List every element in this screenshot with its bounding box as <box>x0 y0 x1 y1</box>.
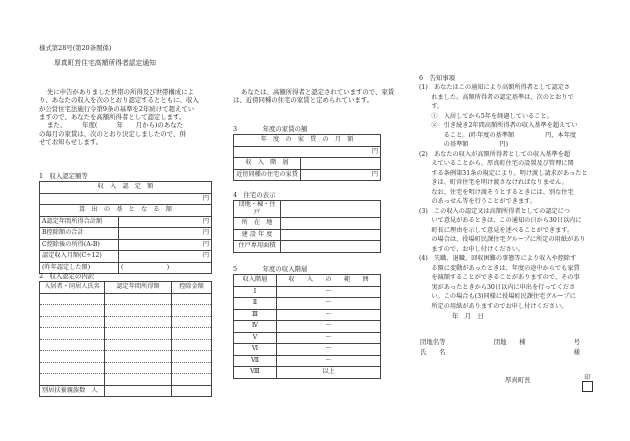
level-cell: Ⅷ <box>234 367 277 379</box>
house-row-value <box>281 201 381 218</box>
intro-line: が公営住宅法施行令第9条の基準を2年続けて超えてい <box>39 104 195 113</box>
row-label: C控除後の所得(A-B) <box>40 239 119 251</box>
table-cell <box>172 351 212 363</box>
addr-end: 様 <box>573 348 580 357</box>
notice-line: す。 <box>419 103 444 110</box>
table-row <box>40 305 212 317</box>
seal-stamp <box>582 381 593 392</box>
table-cell <box>105 385 172 397</box>
range-cell: ～ <box>277 344 381 356</box>
house-row-value <box>281 241 381 253</box>
table-row <box>40 385 212 397</box>
notice-line: いて意見があるときは、この通知の日から30日以内に <box>419 217 582 224</box>
range-cell: ～ <box>277 321 381 333</box>
table-cell <box>40 374 105 386</box>
notice-line: ますので、お申し付けください。 <box>419 245 525 253</box>
table-row <box>234 344 381 356</box>
table-row <box>234 355 381 367</box>
table-cell <box>172 328 212 340</box>
table-row <box>234 298 381 310</box>
range-cell: ～ <box>277 286 381 298</box>
level-cell: Ⅵ <box>234 344 277 356</box>
section1-heading: 1 収入認定額等 <box>39 172 88 180</box>
table-cell <box>40 316 105 328</box>
rent-row-unit: 円 <box>301 169 381 181</box>
table-cell <box>105 374 172 386</box>
table-row <box>40 316 212 328</box>
mid-line: あなたは、高額所得者と認定されていますので、家賃 <box>241 88 395 96</box>
breakdown-table <box>39 281 212 397</box>
level-cell: Ⅰ <box>234 286 277 298</box>
notice-line: ること。(昨年度の基準額 円、本年度 <box>419 131 577 139</box>
income-value: 円 <box>40 193 212 205</box>
row-unit: 円 <box>119 228 212 240</box>
notice-line: (2) あなたの収入が高額所得者としての収入基準を超 <box>419 150 571 158</box>
seal-label: 印 <box>584 373 591 381</box>
rent-row-value <box>301 158 381 170</box>
notice-line: きは、町営住宅を明け渡さなければなりません。 <box>419 179 568 186</box>
notice-line: 町長に理由を示して意見を述べることができます。 <box>419 226 574 234</box>
table-cell <box>40 362 105 374</box>
house-table <box>233 200 381 253</box>
addr-label: 団地名等 <box>420 338 446 346</box>
row-unit: ( ) <box>119 262 212 274</box>
document-title: 厚真町営住宅高額所得者認定通知 <box>54 59 156 67</box>
notice-date: 年 月 日 <box>452 312 484 320</box>
house-row-label: 所 在 地 <box>234 218 281 230</box>
section3-heading: 3 年度の家賃の額 <box>233 125 308 133</box>
income-header: 収 入 認 定 額 <box>40 182 212 194</box>
notice-line: なお、住宅を明け渡そうとするときには、別な住宅 <box>419 188 574 196</box>
mayor-name: 厚真町長 <box>505 376 531 384</box>
table-cell <box>105 339 172 351</box>
section5-heading: 5 年度の収入階層 <box>233 265 308 273</box>
notice-line: を減額することができることがありますので、その事 <box>419 274 580 281</box>
addressee <box>420 338 580 357</box>
range-cell: ～ <box>277 332 381 344</box>
table-cell <box>172 293 212 305</box>
table-row <box>234 286 381 298</box>
notice-line: ② 引き続き2年間高額所得者の収入基準を超えてい <box>419 122 578 129</box>
table-row <box>40 339 212 351</box>
range-cell: ～ <box>277 309 381 321</box>
col-header: 収入階層 <box>234 275 277 287</box>
house-row-value <box>281 218 381 230</box>
notice-line: (3) この収入の認定又は高額所得者としての認定につ <box>419 207 570 215</box>
dependents-count: 別居扶養親族数 人 <box>40 385 105 397</box>
table-cell <box>105 305 172 317</box>
table-cell <box>105 351 172 363</box>
table-row <box>40 351 212 363</box>
row-label: (昨年認定した額) <box>40 262 119 274</box>
intro-line: の毎月の家賃は、次のとおり決定しましたので、併 <box>39 129 186 138</box>
table-cell <box>172 385 212 397</box>
table-cell <box>172 339 212 351</box>
notice-line: の場合は、役場町民課住宅グループに所定の用紙があり <box>419 236 586 243</box>
notice-line: ① 入居してから5年を経過していること。 <box>419 112 553 120</box>
level-cell: Ⅳ <box>234 321 277 333</box>
level-cell: Ⅶ <box>234 355 277 367</box>
level-cell: Ⅲ <box>234 309 277 321</box>
notice-line: (4) 失職、退職、回収困難の事態等により収入や控除す <box>419 255 577 262</box>
table-cell <box>105 362 172 374</box>
table-cell <box>40 293 105 305</box>
table-row <box>234 309 381 321</box>
table-cell <box>172 362 212 374</box>
rent-row-label: 収 入 階 層 <box>234 158 301 170</box>
row-label: B控除額の合計 <box>40 228 119 240</box>
section2-heading: 2 収入認定の内訳 <box>39 272 95 280</box>
notice-line: い。この場合も(3)同様に役場町民課住宅グループに <box>419 293 576 300</box>
range-cell: ～ <box>277 298 381 310</box>
intro-text <box>39 88 199 146</box>
rent-value: 円 <box>234 146 381 158</box>
table-cell <box>172 374 212 386</box>
table-cell <box>40 305 105 317</box>
form-number: 様式第28号(第20条関係) <box>39 44 112 52</box>
house-row-label: 建 設 年 度 <box>234 229 281 241</box>
table-cell <box>172 305 212 317</box>
income-table <box>39 181 212 274</box>
rent-row-label: 近傍同種の住宅の家賃 <box>234 169 301 181</box>
notice-line: の基準額 円) <box>419 141 509 148</box>
table-cell <box>105 328 172 340</box>
table-row <box>40 293 212 305</box>
level-cell: Ⅴ <box>234 332 277 344</box>
rent-header: 年 度 の 家 賃 の 月 額 <box>234 135 381 147</box>
table-row <box>234 367 381 379</box>
notice-line: のあっせん等を行うことができます。 <box>419 198 537 205</box>
col-header: 認定年間所得額 <box>105 282 172 294</box>
house-row-label: 団地・棟・住戸 <box>234 201 281 218</box>
row-unit: 円 <box>119 251 212 263</box>
intro-line: せてお知らせします。 <box>39 137 103 146</box>
notice-line: (1) あなたはこの通知により高額所得者として認定さ <box>419 84 571 91</box>
table-row <box>234 332 381 344</box>
notice-line: 実があったときから30日以内に申出を行ってくださ <box>419 283 576 291</box>
house-row-label: 住戸専用面積 <box>234 241 281 253</box>
col-header: 入居者・同居人氏名 <box>40 282 105 294</box>
table-cell <box>105 293 172 305</box>
rent-table <box>233 134 381 181</box>
intro-line: ますので、あなたを高額所得者として認定します。 <box>39 112 186 121</box>
level-cell: Ⅱ <box>234 298 277 310</box>
intro-line: り、あなたの収入を次のとおり認定するとともに、収入 <box>39 96 199 105</box>
col-header: 控除金額 <box>172 282 212 294</box>
notice-body <box>419 83 588 311</box>
section4-heading: 4 住宅の表示 <box>233 191 276 199</box>
row-label: A認定年間所得合計額 <box>40 216 119 228</box>
table-row <box>40 328 212 340</box>
addr-mid: 団地 棟 <box>493 338 526 346</box>
col-header: 収 入 の 範 囲 <box>277 275 381 287</box>
notice-line: れました。高額所得者の認定基準は、次のとおりで <box>419 93 574 101</box>
intro-line: また、 年度( 年 月から)のあなた <box>47 121 183 130</box>
table-row <box>40 362 212 374</box>
mid-line: は、近傍同種の住宅の家賃と定められています。 <box>233 96 374 105</box>
table-cell <box>105 316 172 328</box>
addr-end: 号 <box>573 338 580 346</box>
seal-box <box>582 373 593 395</box>
notice-line: する条例第31条の規定により、明け渡し請求があったと <box>419 169 588 177</box>
table-cell <box>172 316 212 328</box>
table-row <box>234 321 381 333</box>
intro-line: 先に申告がありました世帯の所得及び世帯構成によ <box>47 88 194 96</box>
table-cell <box>40 328 105 340</box>
row-unit: 円 <box>119 239 212 251</box>
table-row <box>40 374 212 386</box>
mid-text <box>233 88 394 105</box>
row-unit: 円 <box>119 216 212 228</box>
house-row-value <box>281 229 381 241</box>
notice-line: えていることから、厚真町住宅の設置及び管理に関 <box>419 160 574 167</box>
notice-line: る額に変動があったときは、年度の途中からでも家賃 <box>419 264 580 272</box>
range-cell: 以上 <box>277 367 381 379</box>
section6-heading: 6 告知事項 <box>419 74 456 82</box>
income-level-table <box>233 274 381 379</box>
table-cell <box>40 351 105 363</box>
row-label: 認定収入月額(C÷12) <box>40 251 119 263</box>
range-cell: ～ <box>277 355 381 367</box>
notice-line: 所定の用紙がありますのでお申し付けください。 <box>419 302 568 310</box>
table-cell <box>40 339 105 351</box>
basis-header: 算 出 の 基 と な る 額 <box>40 205 212 217</box>
addr-label: 氏 名 <box>420 348 446 357</box>
